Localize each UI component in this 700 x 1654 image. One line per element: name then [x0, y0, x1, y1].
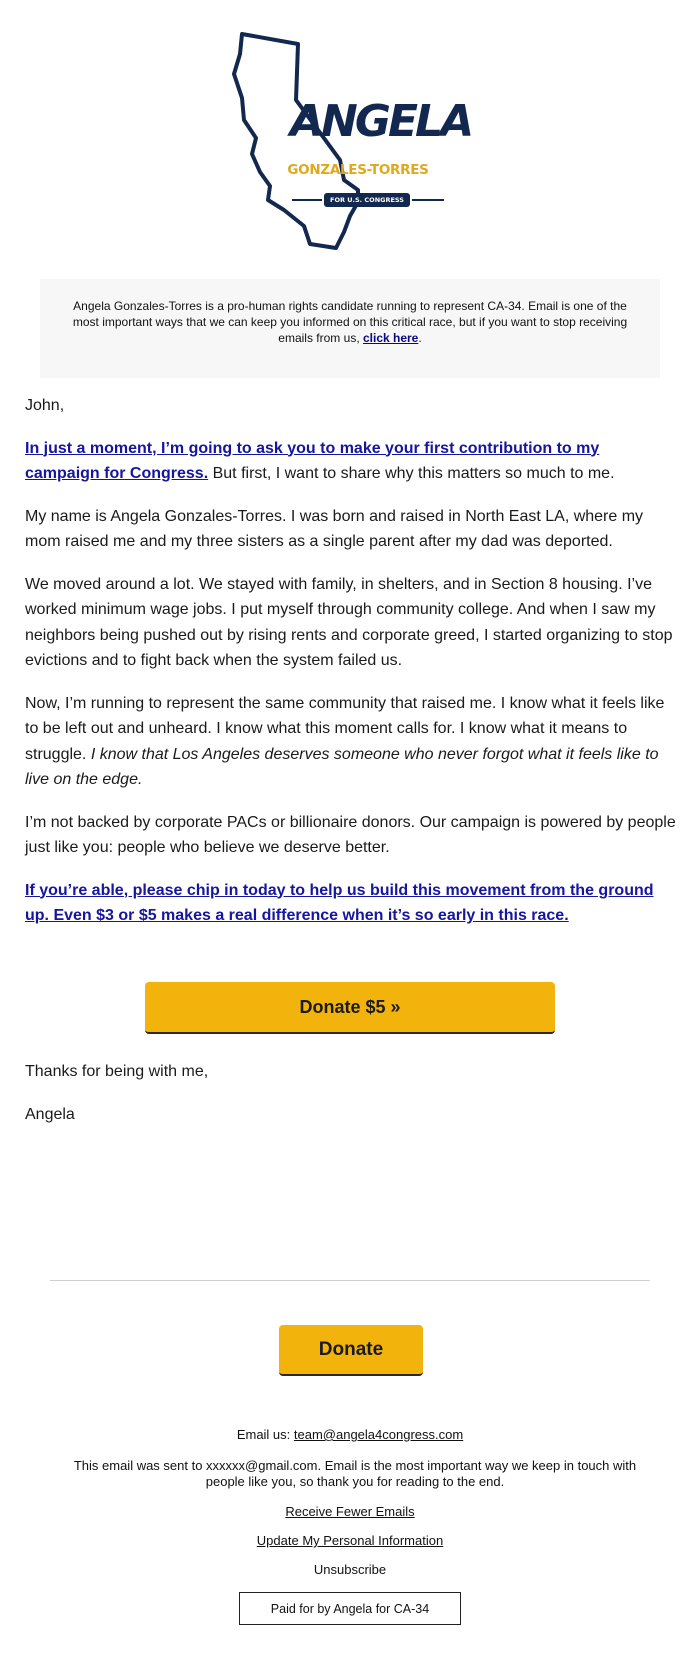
notice-text: Angela Gonzales-Torres is a pro-human rights candidate running to represent CA-34. Email is one of the most important ways that we can keep you informed on this critical race, but if you want to stop receiving emails from us, — [72, 299, 628, 345]
signoff-name: Angela — [25, 1105, 75, 1123]
paragraph-6 — [25, 878, 677, 929]
paragraph-3: We moved around a lot. We stayed with family, in shelters, and in Section 8 housing. I’ve worked minimum wage jobs. I put myself through community college. And when I saw my neighbors being pushed out by rising rents and corporate greed, I started organizing to stop evictions and to fight back when the system failed us. — [25, 575, 673, 669]
donate-5-button[interactable]: Donate $5 » — [145, 982, 555, 1034]
unsubscribe-notice — [40, 279, 660, 378]
paragraph-5: I’m not backed by corporate PACs or billionaire donors. Our campaign is powered by people just like you: people who believe we deserve better. — [25, 813, 676, 856]
email-link[interactable]: team@angela4congress.com — [293, 1427, 464, 1442]
signoff-thanks: Thanks for being with me, — [25, 1063, 209, 1080]
chip-in-link[interactable]: If you’re able, please chip in today to help us build this movement from the ground up. Even $3 or $5 makes a real difference when it’s so early in this race. — [25, 881, 654, 924]
logo-tag: FOR U.S. CONGRESS — [330, 196, 404, 204]
greeting: John, — [25, 397, 65, 414]
receive-fewer-emails-link[interactable]: Receive Fewer Emails — [285, 1504, 415, 1519]
donate-button[interactable]: Donate — [279, 1325, 423, 1376]
contribution-link[interactable]: In just a moment, I’m going to ask you to make your first contribution to my campaign for Congress. — [25, 439, 600, 482]
unsubscribe-link[interactable]: Unsubscribe — [313, 1562, 387, 1577]
paragraph-2: My name is Angela Gonzales-Torres. I was born and raised in North East LA, where my mom raised me and my three sisters as a single parent after my dad was deported. — [25, 507, 644, 550]
footer-email-line — [50, 1427, 650, 1443]
notice-end: . — [418, 331, 422, 345]
paragraph-1 — [25, 436, 677, 487]
email-prefix: Email us: — [236, 1427, 294, 1442]
notice-click-here-link[interactable]: click here — [362, 331, 419, 345]
divider — [50, 1280, 650, 1281]
paragraph-4-italic: I know that Los Angeles deserves someone who never forgot what it feels like to live on the edge. — [25, 745, 659, 788]
letter-body — [25, 393, 677, 946]
logo-name: ANGELA — [290, 96, 472, 147]
paragraph-4-text: Now, I’m running to represent the same community that raised me. I know what it feels like to be left out and unheard. I know what this moment calls for. I know what it means to struggle. — [25, 694, 665, 763]
paid-for-by-box: Paid for by Angela for CA-34 — [239, 1592, 461, 1625]
footer-sent-text: This email was sent to xxxxxx@gmail.com. Email is the most important way we keep in touch with people like you, so thank you for reading to the end. — [73, 1458, 637, 1489]
logo-surname: GONZALES-TORRES — [287, 162, 429, 178]
update-info-link[interactable]: Update My Personal Information — [256, 1533, 444, 1548]
footer — [50, 1427, 650, 1625]
paragraph-4 — [25, 691, 677, 793]
campaign-logo — [230, 30, 470, 252]
paragraph-1-rest: But first, I want to share why this matters so much to me. — [208, 465, 615, 482]
signoff — [25, 1059, 208, 1144]
